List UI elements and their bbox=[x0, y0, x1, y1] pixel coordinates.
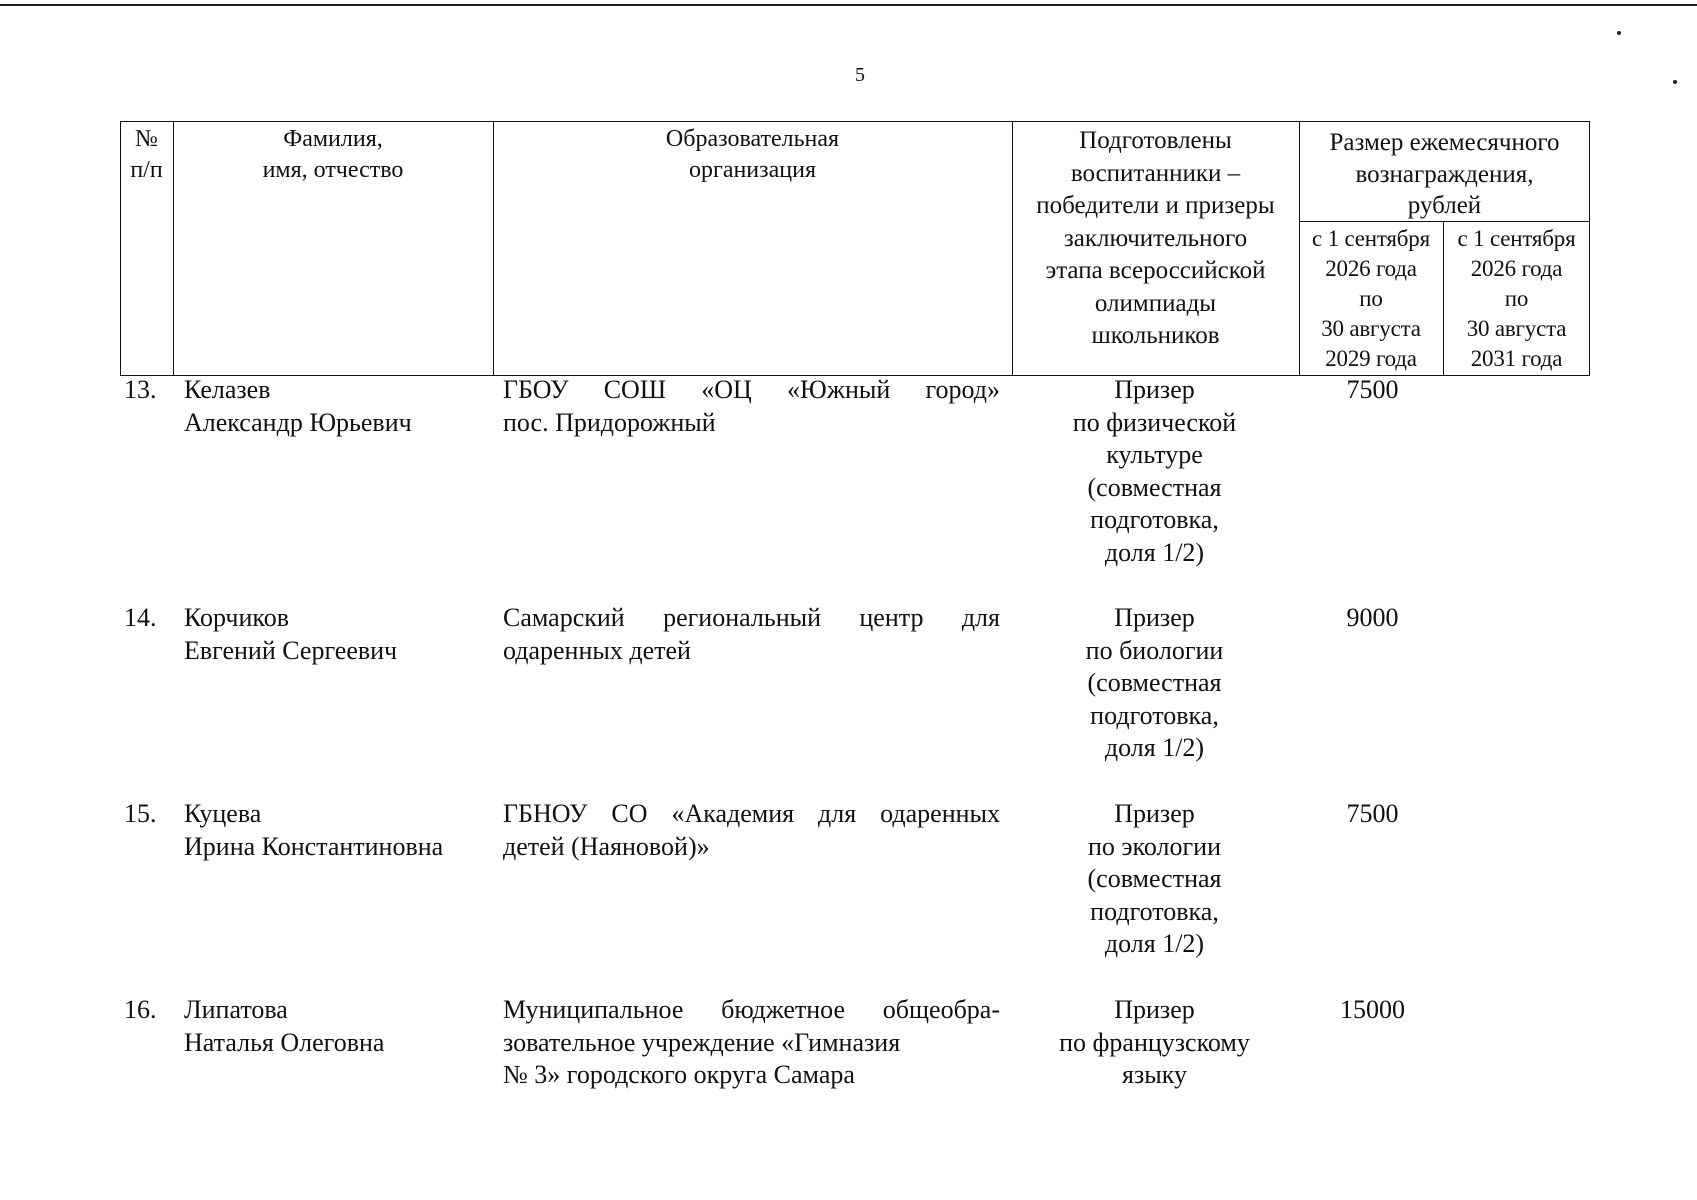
person-name: Келазев Александр Юрьевич bbox=[184, 375, 412, 437]
person-name: Корчиков Евгений Сергеевич bbox=[184, 603, 398, 665]
header-period-2029: с 1 сентября 2026 года по 30 августа 2029 года bbox=[1312, 226, 1430, 371]
person-name: Куцева Ирина Константиновна bbox=[184, 799, 444, 861]
row-number: 14. bbox=[124, 603, 157, 632]
payment-amount: 7500 bbox=[1346, 799, 1399, 828]
organization: Самарский региональный центр для одаренных детей bbox=[503, 603, 1000, 665]
header-organization: Образовательная организация bbox=[665, 126, 840, 183]
row-number: 16. bbox=[124, 995, 157, 1024]
person-name: Липатова Наталья Олеговна bbox=[184, 995, 385, 1057]
scan-top-edge bbox=[0, 4, 1697, 6]
award-description: Призер по биологии (совместная подготовка, доля 1/2) bbox=[1085, 603, 1224, 762]
row-number: 13. bbox=[124, 375, 157, 404]
header-period-2031: с 1 сентября 2026 года по 30 августа 2031 года bbox=[1457, 226, 1576, 371]
award-description: Призер по французскому языку bbox=[1059, 995, 1250, 1089]
organization: ГБНОУ СО «Академия для одаренных детей (Наяновой)» bbox=[503, 799, 1000, 861]
payment-amount: 15000 bbox=[1340, 995, 1405, 1024]
payment-amount: 7500 bbox=[1346, 375, 1399, 404]
page-number: 5 bbox=[855, 64, 865, 86]
header-full-name: Фамилия, имя, отчество bbox=[262, 126, 404, 183]
row-number: 15. bbox=[124, 799, 157, 828]
award-description: Призер по экологии (совместная подготовка, доля 1/2) bbox=[1087, 799, 1222, 958]
scan-speck bbox=[1617, 31, 1621, 35]
header-award: Подготовлены воспитанники – победители и призеры заключительного этапа всероссийской олимпиады школьников bbox=[1036, 127, 1275, 349]
header-payment-group: Размер ежемесячного вознаграждения, рублей bbox=[1329, 129, 1560, 219]
award-description: Призер по физической культуре (совместная подготовка, доля 1/2) bbox=[1072, 375, 1237, 567]
payment-amount: 9000 bbox=[1346, 603, 1399, 632]
header-number: № п/п bbox=[130, 126, 163, 183]
organization: Муниципальное бюджетное общеобра- зовательное учреждение «Гимназия № 3» городского округа Самара bbox=[503, 995, 1000, 1089]
organization: ГБОУ СОШ «ОЦ «Южный город» пос. Придорожный bbox=[503, 375, 1000, 437]
